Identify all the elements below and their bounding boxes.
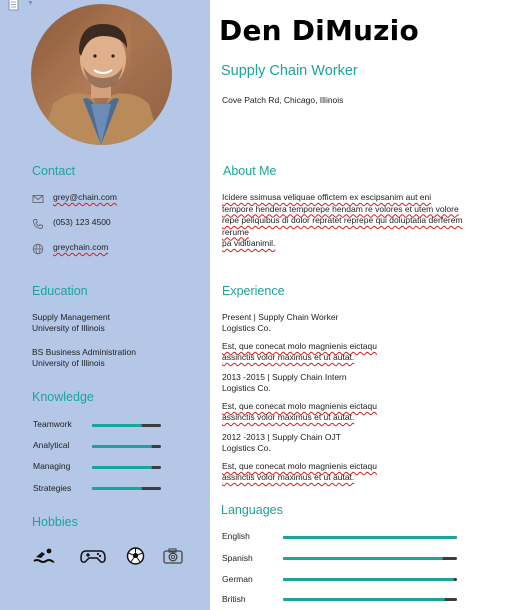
education-item-2-school: University of Illinois [32,358,105,368]
experience-item-2-title: 2013 -2015 | Supply Chain Intern [222,372,347,382]
language-label-british: British [222,594,246,604]
skill-label-teamwork: Teamwork [33,419,72,429]
person-name: Den DiMuzio [219,14,419,47]
language-fill-german [283,578,454,581]
hobbies-heading: Hobbies [32,515,78,529]
contact-website[interactable]: greychain.com [53,242,109,252]
skill-bar-teamwork [92,424,161,427]
experience-item-1-desc-1: Est, que conecat molo magnienis eictaqu [222,341,377,351]
experience-item-3-desc-1: Est, que conecat molo magnienis eictaqu [222,461,377,471]
skill-fill-teamwork [92,424,142,427]
address: Cove Patch Rd, Chicago, Illinois [222,95,344,105]
language-bar-german [283,578,457,581]
skill-label-analytical: Analytical [33,440,70,450]
document-icon[interactable] [8,0,22,12]
languages-heading: Languages [221,503,283,517]
envelope-icon [32,193,44,205]
education-item-1-school: University of Illinois [32,323,105,333]
profile-photo [31,4,172,145]
experience-item-3-company: Logistics Co. [222,443,271,453]
experience-item-2-company: Logistics Co. [222,383,271,393]
contact-heading: Contact [32,164,76,178]
experience-item-2-desc-2: assinctis volor maximus et ut autat. [222,412,355,422]
knowledge-heading: Knowledge [32,390,94,404]
soccer-ball-icon [126,546,145,566]
about-text: Icidere ssimusa veliquae offictem ex escipsanim aut eni tempore hendera temporepe hendam re volores et utem volore repe peliquibus di dolor repratet reprepe qui doluptatia derferem rerume pa viditianimil. [222,192,463,248]
experience-item-3-desc-2: assinctis volor maximus et ut autat. [222,472,355,482]
education-item-2-degree: BS Business Administration [32,347,136,357]
experience-item-3-title: 2012 -2013 | Supply Chain OJT [222,432,341,442]
camera-icon [162,546,184,566]
language-fill-british [283,598,445,601]
skill-label-managing: Managing [33,461,71,471]
gamepad-icon [80,546,106,566]
experience-item-1-title: Present | Supply Chain Worker [222,312,339,322]
skill-bar-managing [92,466,161,469]
language-bar-british [283,598,457,601]
skill-fill-analytical [92,445,152,448]
experience-item-1-company: Logistics Co. [222,323,271,333]
swimming-icon [33,546,55,566]
language-fill-english [283,536,457,539]
language-bar-english [283,536,457,539]
sidebar [0,0,210,610]
language-bar-spanish [283,557,457,560]
experience-heading: Experience [222,284,285,298]
skill-fill-managing [92,466,152,469]
language-fill-spanish [283,557,443,560]
experience-item-2-desc-1: Est, que conecat molo magnienis eictaqu [222,401,377,411]
about-heading: About Me [223,164,277,178]
experience-item-1-desc-2: assinctis volor maximus et ut autat. [222,352,355,362]
job-title: Supply Chain Worker [221,63,358,79]
contact-phone[interactable]: (053) 123 4500 [53,217,111,227]
contact-email[interactable]: grey@chain.com [53,192,117,202]
globe-icon [32,243,44,255]
language-label-english: English [222,531,250,541]
skill-bar-analytical [92,445,161,448]
language-label-spanish: Spanish [222,553,253,563]
language-label-german: German [222,574,253,584]
phone-icon [32,218,44,230]
skill-fill-strategies [92,487,142,490]
skill-label-strategies: Strategies [33,483,72,493]
main-content [210,0,510,610]
chevron-down-icon[interactable]: ▼ [27,0,34,7]
education-heading: Education [32,284,88,298]
skill-bar-strategies [92,487,161,490]
education-item-1-degree: Supply Management [32,312,110,322]
